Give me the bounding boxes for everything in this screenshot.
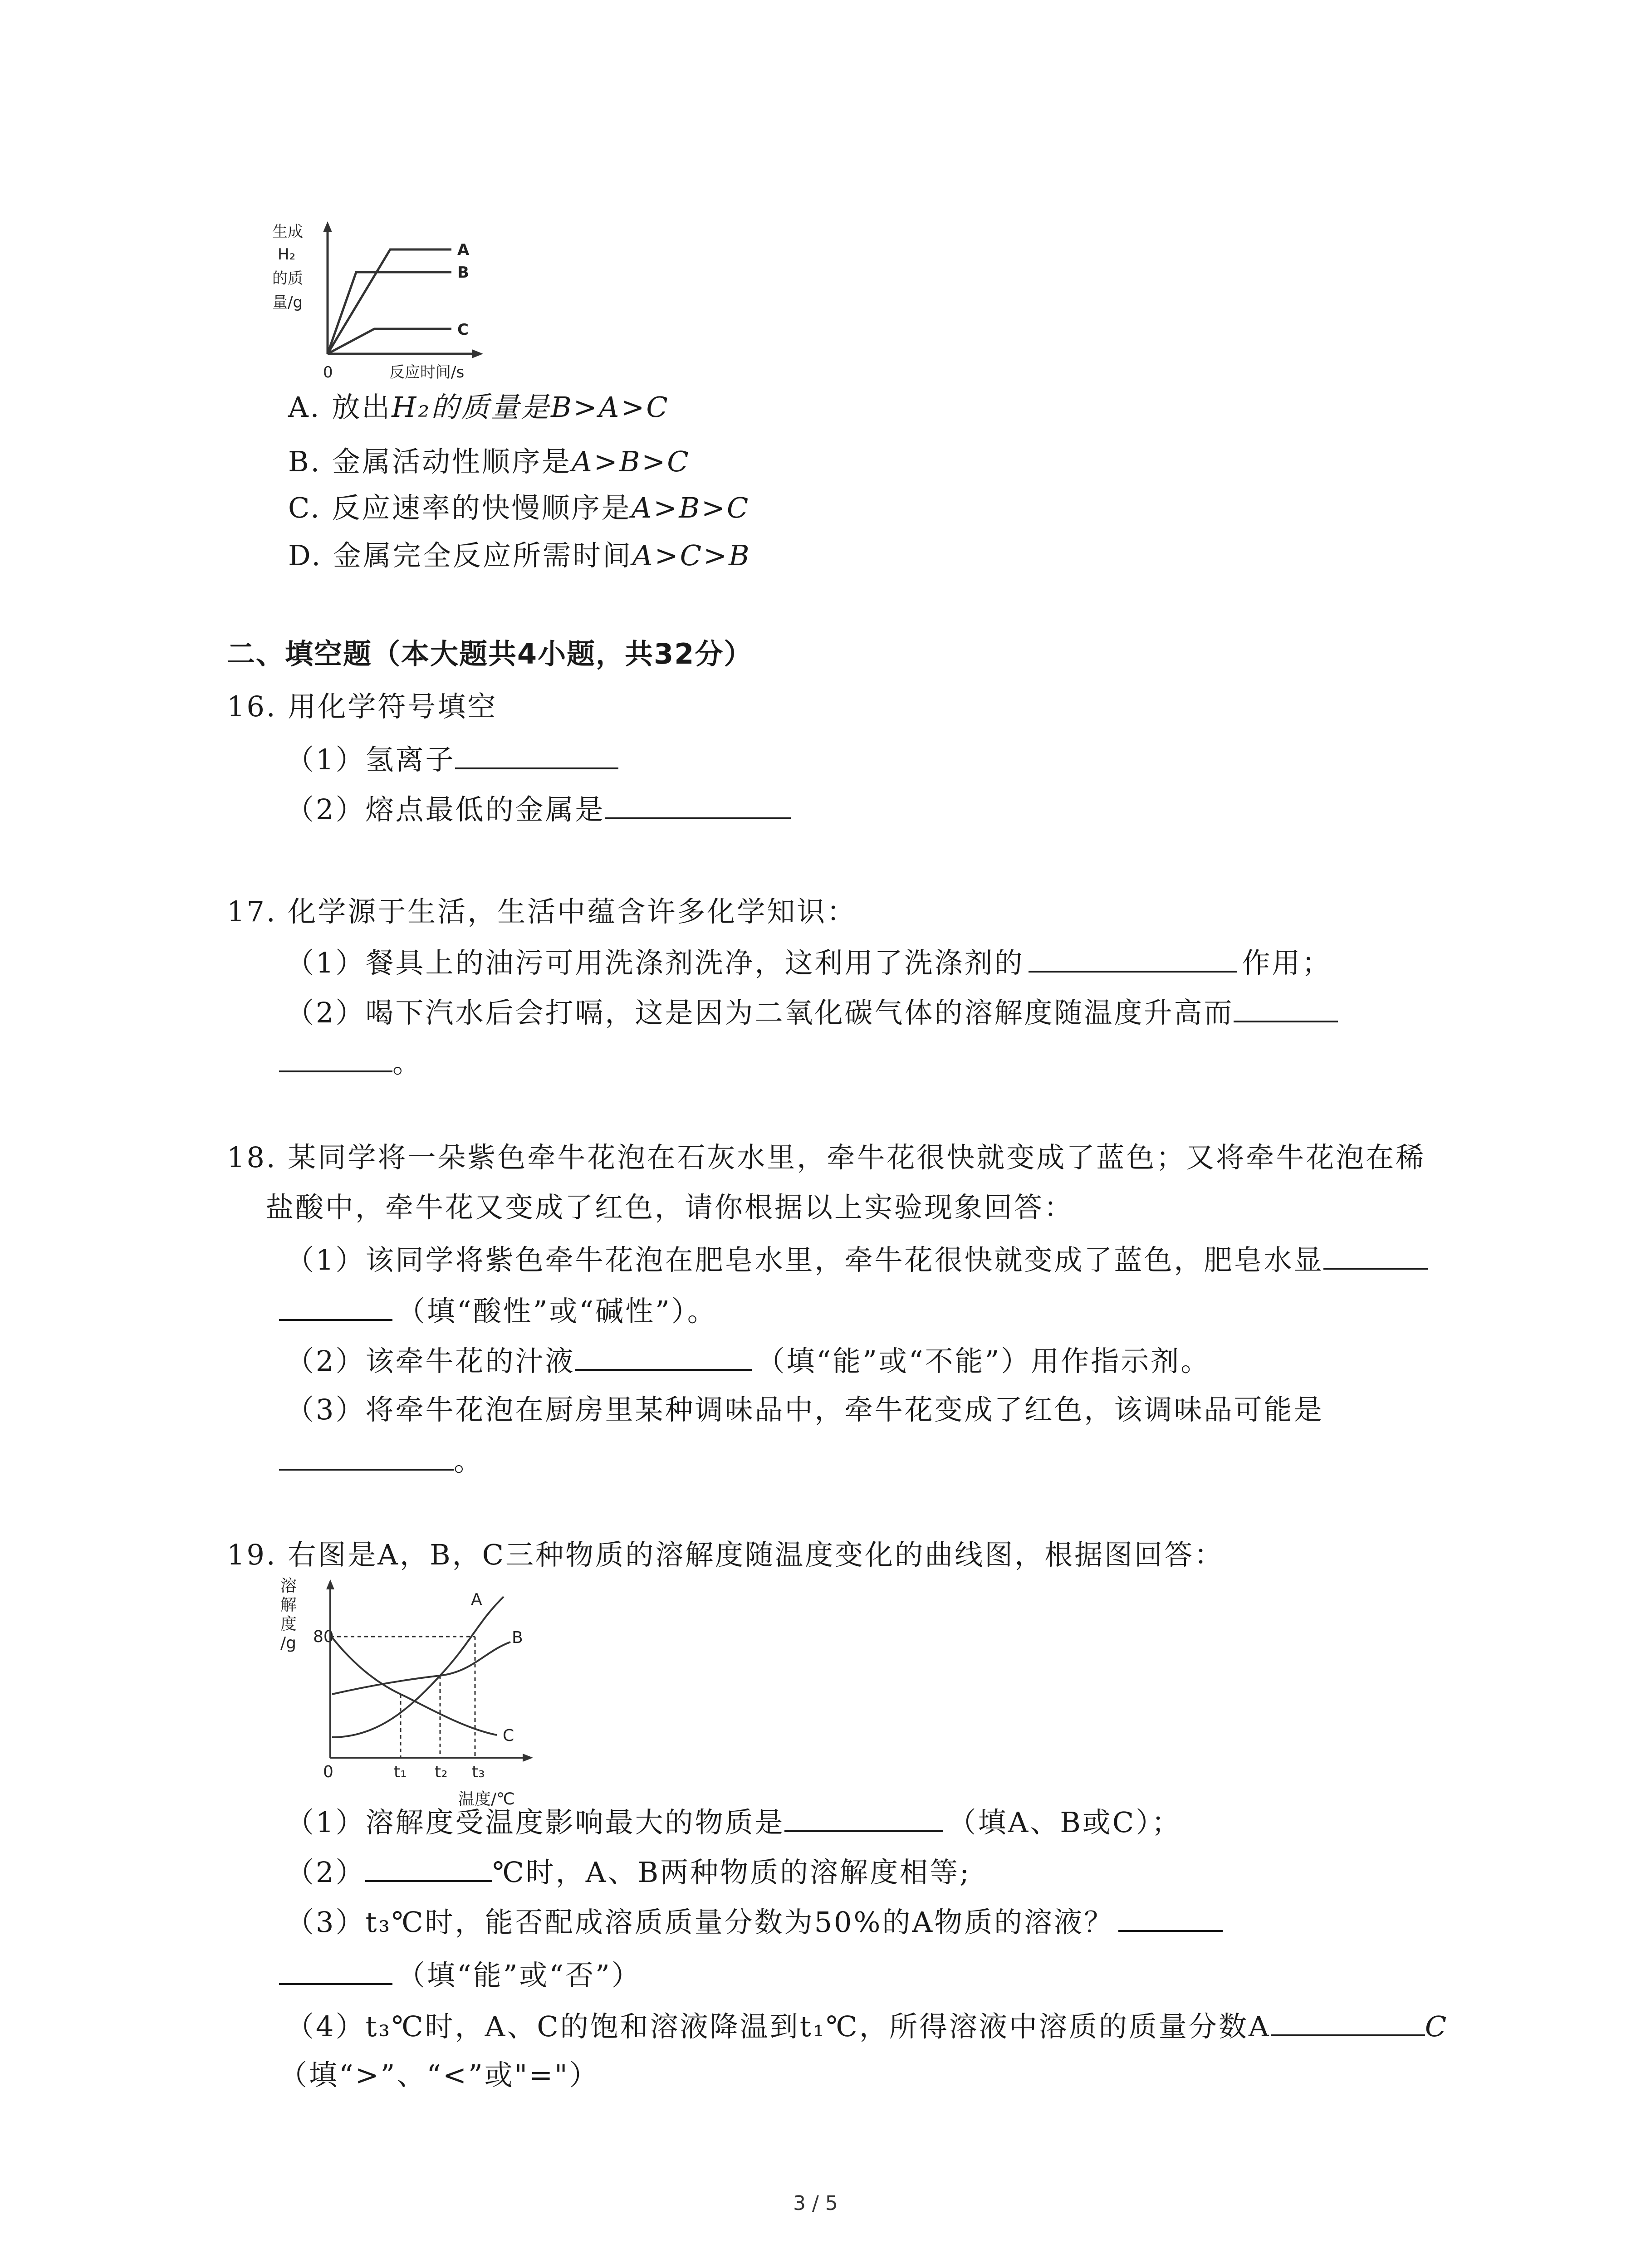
- answer-blank[interactable]: [279, 1292, 392, 1321]
- answer-blank[interactable]: [1118, 1903, 1223, 1932]
- series-c-line: [328, 329, 451, 354]
- x-axis-label: 温度/℃: [458, 1790, 515, 1809]
- answer-blank[interactable]: [455, 740, 618, 769]
- page-number: 3 / 5: [793, 2192, 838, 2215]
- x-axis-label: 反应时间/s: [389, 363, 465, 381]
- answer-blank[interactable]: [279, 1442, 454, 1471]
- q16-part2: （2）熔点最低的金属是: [286, 790, 791, 828]
- q19-stem: 19. 右图是A，B，C三种物质的溶解度随温度变化的曲线图，根据图回答：: [227, 1538, 1225, 1571]
- answer-blank[interactable]: [365, 1853, 492, 1882]
- y-label-3: 的质: [272, 269, 303, 288]
- q16-stem: 16. 用化学符号填空: [227, 690, 498, 723]
- y-label-4: /g: [280, 1634, 296, 1652]
- q18-part2: （2）该牵牛花的汁液 （填“能”或“不能”）用作指示剂。: [286, 1342, 1210, 1379]
- series-b-line: [328, 272, 451, 354]
- q19-part2: （2） ℃时，A、B两种物质的溶解度相等;: [286, 1853, 971, 1891]
- x-tick-t1: t₁: [394, 1763, 407, 1781]
- y-label-1: 生成: [272, 223, 303, 241]
- series-c-label: C: [457, 321, 469, 339]
- q18-stem-line1: 18. 某同学将一朵紫色牵牛花泡在石灰水里，牵牛花很快就变成了蓝色；又将牵牛花泡在稀: [227, 1141, 1426, 1174]
- y-label-4: 量/g: [272, 293, 303, 312]
- answer-blank[interactable]: [279, 1956, 392, 1985]
- series-a-label: A: [471, 1590, 482, 1609]
- curve-c: [332, 1637, 497, 1735]
- q19-part4: （4）t₃℃时，A、C的饱和溶液降温到t₁℃，所得溶液中溶质的质量分数A C: [286, 2007, 1448, 2045]
- series-b-label: B: [512, 1628, 523, 1647]
- q19-part3-cont: （填“能”或“否”）: [279, 1956, 642, 1994]
- q17-part1: （1）餐具上的油污可用洗涤剂洗净，这利用了洗涤剂的 作用；: [286, 943, 1332, 981]
- answer-blank[interactable]: [1029, 943, 1237, 973]
- answer-blank[interactable]: [784, 1803, 943, 1832]
- q17-stem: 17. 化学源于生活，生活中蕴含许多化学知识：: [227, 895, 857, 928]
- x-tick-t3: t₃: [472, 1763, 485, 1781]
- origin-label: 0: [323, 363, 333, 381]
- option-a: A. 放出H₂的质量是B>A>C: [288, 391, 670, 424]
- y-label-2: 解: [280, 1596, 297, 1614]
- q16-part1: （1）氢离子: [286, 740, 618, 778]
- h2-mass-chart: [272, 218, 508, 395]
- q18-part3-cont: 。: [279, 1442, 484, 1479]
- option-d: D. 金属完全反应所需时间A>C>B: [288, 539, 751, 572]
- answer-blank[interactable]: [1234, 993, 1338, 1022]
- q19-part4-cont: （填“>”、“<”或"="）: [279, 2058, 599, 2092]
- q18-part3: （3）将牵牛花泡在厨房里某种调味品中，牵牛花变成了红色，该调味品可能是: [286, 1393, 1324, 1426]
- curve-a: [332, 1597, 504, 1737]
- q18-stem-line2: 盐酸中，牵牛花又变成了红色，请你根据以上实验现象回答：: [265, 1191, 1074, 1224]
- solubility-chart: [272, 1574, 563, 1810]
- y-label-1: 溶: [280, 1577, 297, 1595]
- series-c-label: C: [503, 1726, 514, 1745]
- series-a-label: A: [457, 241, 470, 259]
- q17-part2: （2）喝下汽水后会打嗝，这是因为二氧化碳气体的溶解度随温度升高而: [286, 993, 1338, 1031]
- x-tick-t2: t₂: [435, 1763, 448, 1781]
- answer-blank[interactable]: [605, 790, 791, 819]
- y-label-2: H₂: [278, 245, 296, 264]
- origin-label: 0: [323, 1763, 333, 1781]
- option-b: B. 金属活动性顺序是A>B>C: [288, 445, 691, 478]
- curve-b: [332, 1642, 510, 1694]
- answer-blank[interactable]: [1323, 1241, 1428, 1270]
- q18-part1: （1）该同学将紫色牵牛花泡在肥皂水里，牵牛花很快就变成了蓝色，肥皂水显: [286, 1241, 1428, 1278]
- answer-blank[interactable]: [1271, 2007, 1425, 2036]
- answer-blank[interactable]: [279, 1043, 392, 1072]
- q17-part2-cont: 。: [279, 1043, 422, 1081]
- y-label-3: 度: [280, 1615, 297, 1633]
- option-c: C. 反应速率的快慢顺序是A>B>C: [288, 491, 750, 524]
- y-tick-80: 80: [313, 1628, 334, 1646]
- q19-part1: （1）溶解度受温度影响最大的物质是 （填A、B或C）；: [286, 1803, 1181, 1841]
- section-heading: 二、填空题（本大题共4小题，共32分）: [227, 637, 753, 670]
- answer-blank[interactable]: [575, 1342, 752, 1371]
- q19-part3: （3）t₃℃时，能否配成溶质质量分数为50%的A物质的溶液？: [286, 1903, 1223, 1941]
- series-b-label: B: [457, 264, 469, 282]
- q18-part1-cont: （填“酸性”或“碱性”）。: [279, 1292, 717, 1330]
